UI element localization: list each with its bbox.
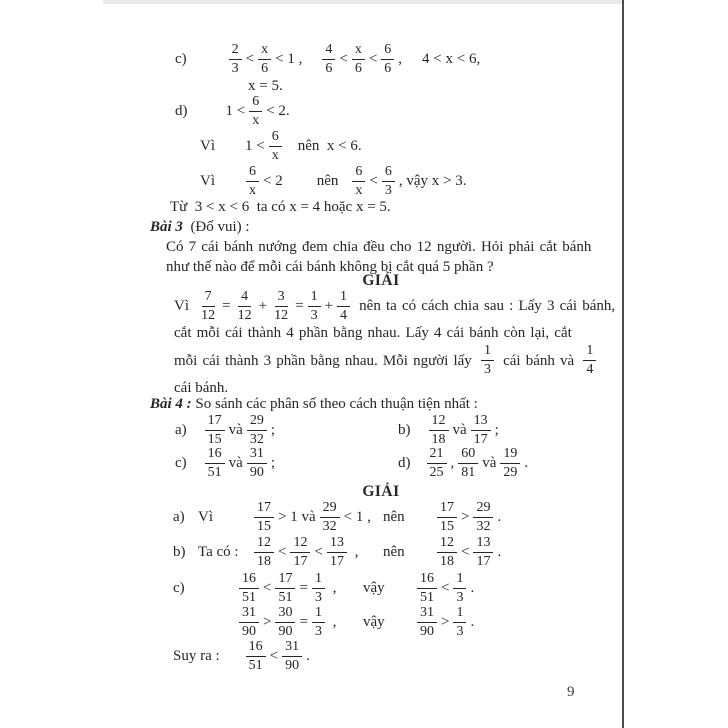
page-content [150,0,616,728]
fraction: 16 51 [205,446,225,480]
lead-word: Ta có : [198,544,239,560]
text-run: = [299,614,308,630]
fraction: 29 32 [247,413,267,447]
text-run: > [441,614,450,630]
row-d [150,94,637,128]
fraction: 31 90 [239,605,259,639]
row-vi1 [150,129,662,163]
fraction: 31 90 [247,446,267,480]
text-run: < 2. [266,103,290,120]
row-cd [150,445,637,481]
text-run: 1 < [245,138,265,155]
paragraph-line [174,289,636,323]
fraction: 12 18 [437,535,457,569]
fraction: 29 32 [473,500,493,534]
text-run: > 1 và [278,509,316,525]
text-run: . [470,580,475,596]
text-run: Suy ra : [173,648,220,665]
fraction: $\frac{17}{51}$ [275,571,295,605]
expression-right [413,571,635,605]
fraction: 2 3 [229,42,242,76]
text-run: Có 7 cái bánh nướng đem chia đều cho 12 người. Hỏi phải cắt bánh [166,239,592,255]
row-tu [150,196,632,218]
text-run: . [470,614,475,630]
fraction: 16 51 [246,639,266,673]
fraction: 19 29 [500,446,520,480]
fraction: $\frac{4}{12}$ [237,289,252,323]
fraction: $\frac{3}{12}$ [274,289,289,323]
text-run: < [461,544,470,560]
fraction: 13 17 [473,535,493,569]
row-sc1 [150,570,635,606]
text-run: và [228,455,243,471]
fraction: 31 90 [282,639,302,673]
paragraph-line [174,343,636,377]
fraction: 12 18 [429,413,449,447]
problem-label: Bài 3 [150,219,183,235]
text-run: 4 < x < 6, [422,51,481,68]
text-run: ; [270,422,275,438]
fraction: 6 6 [381,42,394,76]
fraction: 4 6 [322,42,335,76]
text-run: . [497,544,502,560]
fraction: 13 17 [471,413,491,447]
fraction: $\frac{1}{3}$ [312,571,325,605]
text-run: nên [316,173,339,190]
text-run: So sánh các phân số theo cách thuận tiện nhất : [191,396,478,412]
fraction: 1 3 [453,571,466,605]
fraction: $\frac{30}{90}$ [275,605,295,639]
fraction: x 6 [258,42,271,76]
expression-left [250,535,383,569]
fraction: 16 51 [239,571,259,605]
text-run: < [314,544,323,560]
fraction: 6 x [249,94,262,128]
text-run: < [368,51,378,68]
fraction: x 6 [352,42,365,76]
expression-left [250,500,383,534]
text-run: < [369,173,378,190]
text-run: > [263,614,272,630]
text-run: < [245,51,255,68]
text-run: , [328,614,337,630]
item-label: b) [173,544,186,560]
fraction: $\frac{1}{3}$ [312,605,325,639]
text-run: > [461,509,470,525]
text-run: cái bánh. [174,379,229,396]
item-label: c) [173,580,185,596]
expression-right [433,500,635,534]
text-run: c) [175,455,187,471]
fraction: 12 17 [290,535,310,569]
fraction: 31 90 [417,605,437,639]
fraction: $\frac{1}{3}$ [308,289,321,323]
fraction: 13 17 [327,535,347,569]
connector-word: vậy [363,614,385,630]
fraction: 6 x [352,164,365,198]
text-run: < [263,580,272,596]
fraction: 21 25 [427,446,447,480]
text-run: cắt mỗi cái thành 4 phần bằng nhau. Lấy 4 cái bánh còn lại, cắt [174,325,572,342]
text-run: ; [494,422,499,438]
column-right [398,412,637,448]
fraction: 17 15 [205,413,225,447]
paragraph-line [174,323,636,343]
expression-left [235,605,363,639]
text-run: . [306,648,310,665]
connector-word: nên [383,544,405,560]
fraction: 60 81 [458,446,478,480]
text-run: < 2 [263,173,283,190]
text-run: a) [175,422,187,438]
text-run: = [299,580,308,596]
row-suyra [150,639,635,673]
text-run: . [524,455,529,471]
fraction: 17 15 [437,500,457,534]
connector-word: vậy [363,580,385,596]
bai3-heading [150,216,612,238]
text-run: < [278,544,287,560]
connector-word: nên [383,509,405,525]
text-run: và [452,422,467,438]
text-run: x = 5. [248,78,283,94]
row-ab [150,412,637,448]
text-run: và [228,422,243,438]
text-run: < [339,51,348,68]
text-run: < 1 , [343,509,371,525]
text-run: b) [398,422,411,438]
text-run: + [324,298,334,315]
text-run: như thế nào để mỗi cái bánh không bị cắt quá 5 phần ? [166,259,494,275]
expression-left [235,571,363,605]
expression-right [413,605,635,639]
row-sc2 [150,604,635,640]
bai3-sol [150,289,636,398]
column-left [175,445,398,481]
text-run: Vì [200,173,215,190]
page-number: 9 [567,684,575,700]
text-run: < 1 , [275,51,303,68]
text-run: = [222,298,231,315]
text-run: , vậy x > 3. [398,173,467,190]
text-run: GIẢI [362,272,400,289]
text-run: . [497,509,502,525]
text-run: Vì [200,138,215,155]
fraction: 12 18 [254,535,274,569]
text-run: nên ta có cách chia sau : Lấy 3 cái bánh, [354,298,616,315]
problem-label: Bài 4 : [150,396,192,412]
lead-word: Vì [198,509,213,525]
fraction: $\frac{1}{4}$ [337,289,350,323]
text-run: d) [398,455,411,471]
text-run: cái bánh và [497,352,580,369]
text-run: nên x < 6. [297,138,362,155]
column-right [398,445,637,481]
text-run: , [328,580,337,596]
text-run: , [398,51,403,68]
text-run: < [269,648,279,665]
row-sb [150,534,635,570]
row-c [150,42,637,76]
fraction: 6 x [246,164,259,198]
text-run: (Đố vui) : [182,219,250,235]
text-run: Vì [174,298,195,315]
fraction: 1 4 [583,343,596,377]
text-run: ; [270,455,275,471]
item-label: a) [173,509,185,525]
fraction: 1 3 [481,343,494,377]
text-run: + [258,298,268,315]
text-run: mỗi cái thành 3 phần bằng nhau. Mỗi người lấy [174,352,477,369]
column-left [175,412,398,448]
paragraph-line [166,237,628,257]
expression-right [433,535,635,569]
text-run: , [450,455,455,471]
text-run: , [350,544,359,560]
text-run: và [482,455,497,471]
fraction: 29 32 [320,500,340,534]
text-run: d) [175,103,188,120]
row-vi2 [150,164,662,198]
text-run: = [295,298,304,315]
text-run: Từ 3 < x < 6 ta có x = 4 hoặc x = 5. [170,199,391,215]
fraction: 17 15 [254,500,274,534]
text-run: c) [175,51,187,68]
fraction: 6 3 [382,164,395,198]
text-run: < [441,580,450,596]
fraction: 16 51 [417,571,437,605]
fraction: $\frac{7}{12}$ [201,289,216,323]
fraction: 6 x [269,129,282,163]
fraction: 1 3 [453,605,466,639]
text-run: GIẢI [362,483,400,500]
text-run: 1 < [225,103,246,120]
row-sa [150,499,635,535]
